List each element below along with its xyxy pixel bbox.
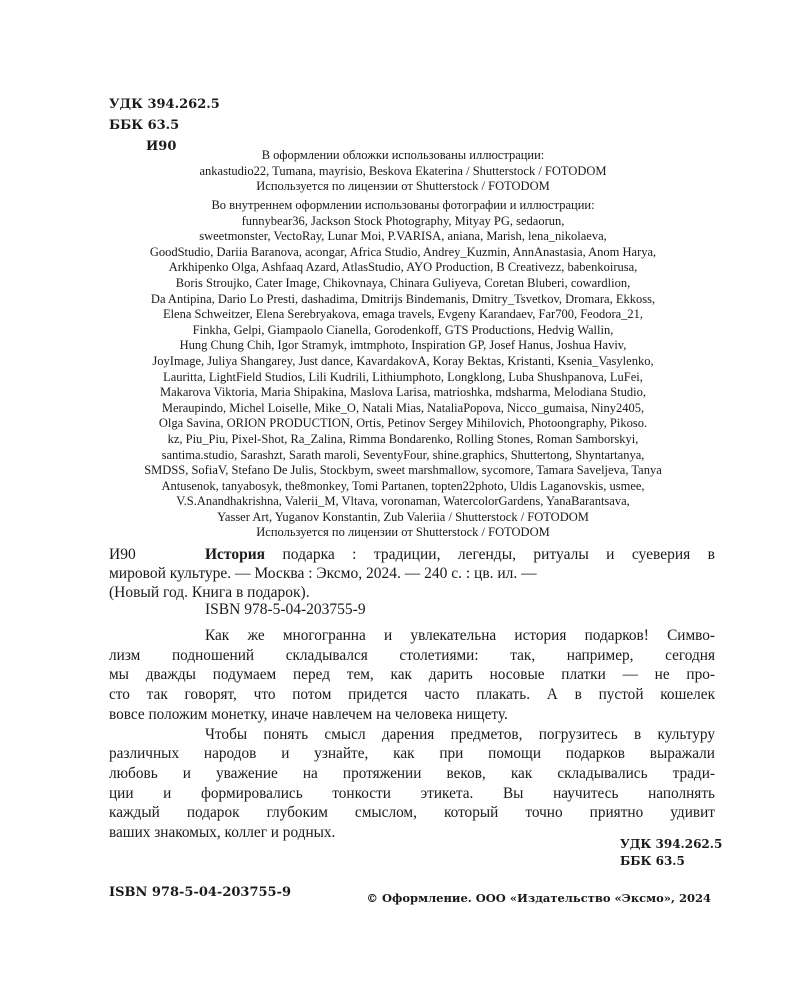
- annotation-line: любовь и уважение на протяжении веков, как складывались тради-: [109, 764, 715, 782]
- credit-line: Antusenok, tanyabosyk, the8monkey, Tomi Partanen, topten22photo, Uldis Laganovskis, usmee,: [161, 478, 645, 493]
- annotation-line: каждый подарок глубоким смыслом, который точно приятно удивит: [109, 804, 715, 822]
- annotation-line: Как же многогранна и увлекательна история подарков! Симво-: [205, 627, 715, 644]
- credit-line: kz, Piu_Piu, Pixel-Shot, Ra_Zalina, Rimma Bondarenko, Rolling Stones, Roman Samborskyi,: [167, 431, 639, 446]
- annotation-line: сто так говорят, что потом придется часто плакать. А в пустой кошелек: [109, 686, 715, 704]
- credit-line: В оформлении обложки использованы иллюстрации:: [261, 148, 545, 162]
- annotation-line: лизм подношений складывался столетиями: так, например, сегодня: [109, 646, 715, 664]
- credit-line: Используется по лицензии от Shutterstock / FOTODOM: [256, 179, 550, 194]
- annotation: [109, 626, 715, 843]
- credit-line: Lauritta, LightField Studios, Lili Kudrili, Lithiumphoto, Longklong, Luba Shushpanova, LuFei,: [163, 369, 643, 384]
- credit-line: Makarova Viktoria, Maria Shipakina, Maslova Larisa, matrioshka, mdsharma, Melodiana Studio,: [159, 385, 647, 400]
- credit-line: Elena Schweitzer, Elena Serebryakova, emaga travels, Evgeny Karandaev, Far700, Feodora_21,: [162, 307, 644, 322]
- record-line: [205, 545, 715, 564]
- credit-line: Finkha, Gelpi, Giampaolo Cianella, Gorodenkoff, GTS Productions, Hedvig Wallin,: [192, 322, 614, 337]
- credit-line: Yasser Art, Yuganov Konstantin, Zub Valeriia / Shutterstock / FOTODOM: [217, 509, 589, 524]
- record-line: мировой культуре. — Москва : Эксмо, 2024. — 240 с. : цв. ил. —: [109, 565, 537, 582]
- annotation-line: Чтобы понять смысл дарения предметов, погрузитесь в культуру: [205, 725, 715, 743]
- credit-line: santima.studio, Sarashzt, Sarath maroli, SeventyFour, shine.graphics, Shuttertong, Shyntartanya,: [161, 447, 645, 462]
- record-cutter-mark: И90: [109, 546, 136, 563]
- record-title: История: [205, 546, 266, 563]
- record-title-rest: подарка : традиции, легенды, ритуалы и суеверия в: [265, 546, 715, 563]
- credit-line: V.S.Anandhakrishna, Valerii_M, Vltava, voronaman, WatercolorGardens, YanaBarantsava,: [176, 494, 630, 509]
- bbk-code: ББК 63.5: [620, 854, 685, 868]
- credit-line: SMDSS, SofiaV, Stefano De Julis, Stockbym, sweet marshmallow, sycomore, Tamara Saveljeva, Tanya: [144, 463, 662, 478]
- credit-line: Во внутреннем оформлении использованы фотографии и иллюстрации:: [211, 198, 595, 212]
- footer-isbn: ISBN 978-5-04-203755-9: [109, 885, 292, 900]
- bbk-code: ББК 63.5: [109, 118, 180, 133]
- credit-line: Используется по лицензии от Shutterstock / FOTODOM: [256, 525, 550, 540]
- credit-line: funnybear36, Jackson Stock Photography, Mityay PG, sedaorun,: [241, 213, 565, 228]
- credit-line: JoyImage, Juliya Shangarey, Just dance, KavardakovA, Koray Bektas, Kristanti, Ksenia_Vasylenko,: [152, 353, 654, 368]
- credit-line: Arkhipenko Olga, Ashfaaq Azard, AtlasStudio, AYO Production, B Creativezz, babenkoirusa,: [168, 260, 638, 275]
- copyright-notice: © Оформление. ООО «Издательство «Эксмо», 2024: [366, 891, 711, 905]
- credit-line: GoodStudio, Dariia Baranova, acongar, Africa Studio, Andrey_Kuzmin, AnnAnastasia, Anom Harya,: [149, 244, 657, 259]
- credit-line: Olga Savina, ORION PRODUCTION, Ortis, Petinov Sergey Mihilovich, Photoongraphy, Pikoso.: [158, 416, 648, 431]
- inner-credits: [106, 198, 700, 541]
- annotation-line: различных народов и узнайте, как при помощи подарков выражали: [109, 745, 715, 763]
- record-isbn: ISBN 978-5-04-203755-9: [205, 601, 366, 618]
- credit-line: ankastudio22, Tumana, mayrisio, Beskova Ekaterina / Shutterstock / FOTODOM: [199, 163, 607, 178]
- credit-line: Hung Chung Chih, Igor Stramyk, imtmphoto, Inspiration GP, Josef Hanus, Joshua Haviv,: [179, 338, 627, 353]
- annotation-line: мы дважды подумаем перед тем, как дарить носовые платки — не про-: [109, 666, 715, 684]
- annotation-line: ции и формировались тонкости этикета. Вы научитесь наполнять: [109, 784, 715, 802]
- cover-credits: [106, 148, 700, 195]
- credit-line: Meraupindo, Michel Loiselle, Mike_O, Natali Mias, NataliaPopova, Nicco_gumaisa, Niny2405,: [161, 400, 645, 415]
- record-line: (Новый год. Книга в подарок).: [109, 584, 310, 601]
- udk-code: УДК 394.262.5: [620, 837, 723, 851]
- annotation-line: вовсе положим монетку, иначе навлечем на человека нищету.: [109, 705, 508, 723]
- catalog-codes-bottom: [620, 836, 722, 870]
- annotation-line: ваших знакомых, коллег и родных.: [109, 824, 336, 842]
- credit-line: sweetmonster, VectoRay, Lunar Moi, P.VARISA, aniana, Marish, lena_nikolaeva,: [199, 229, 607, 244]
- credit-line: Da Antipina, Dario Lo Presti, dashadima, Dmitrijs Bindemanis, Dmitry_Tsvetkov, Dromara, Ekkoss,: [150, 291, 656, 306]
- author-cutter-mark: И90: [146, 139, 177, 154]
- credit-line: Boris Stroujko, Cater Image, Chikovnaya, Chinara Guliyeva, Coretan Bluberi, cowardlion,: [175, 275, 631, 290]
- udk-code: УДК 394.262.5: [109, 97, 220, 112]
